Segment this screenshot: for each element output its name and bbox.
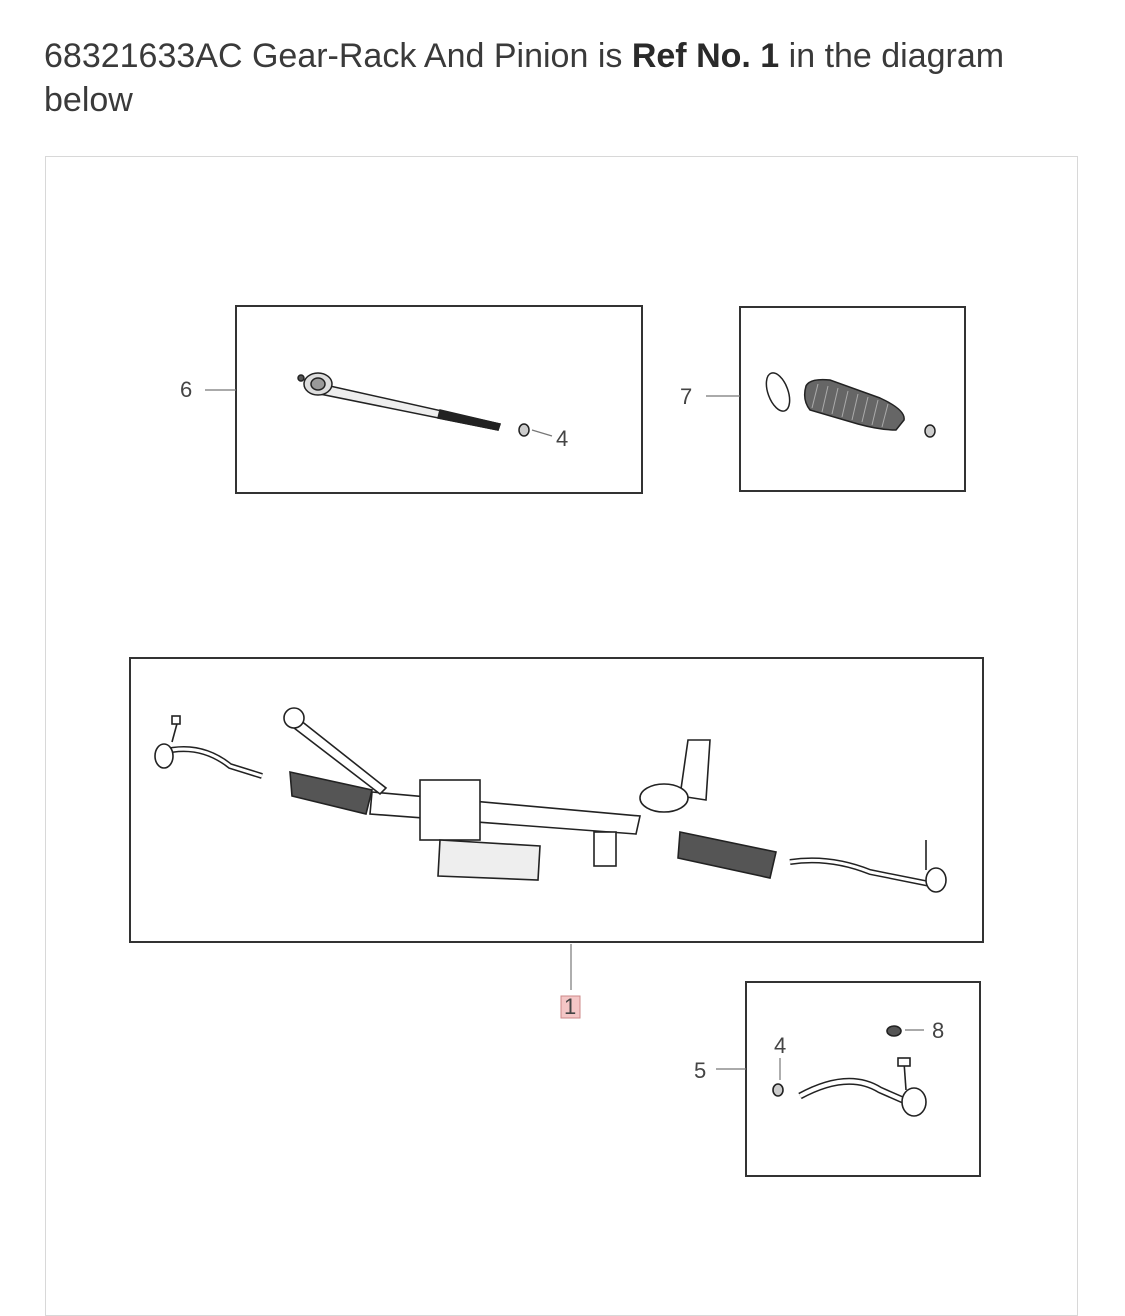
headline-connector: is (597, 37, 623, 75)
callout-5: 5 (694, 1058, 707, 1083)
callout-8: 8 (932, 1018, 945, 1043)
inner-tie-rod-illustration (298, 373, 529, 436)
rack-and-pinion-illustration (155, 708, 946, 892)
ref-label: Ref No. 1 (631, 37, 780, 75)
callout-1[interactable]: 1 (564, 994, 577, 1019)
part-number: 68321633AC (44, 37, 243, 75)
headline-suffix: in the diagram below (44, 37, 1005, 119)
outer-tie-rod-illustration (773, 1026, 926, 1116)
callout-6: 6 (180, 377, 193, 402)
boot-kit-illustration (762, 370, 935, 437)
callout-4-bottom: 4 (774, 1033, 787, 1058)
part-name: Gear-Rack And Pinion (251, 37, 589, 75)
rack-and-pinion-box[interactable] (130, 658, 983, 942)
callout-4-top: 4 (556, 426, 569, 451)
callout-7: 7 (680, 384, 693, 409)
leader-4-top (532, 430, 552, 436)
inner-tie-rod-box (236, 306, 642, 493)
outer-tie-rod-box (746, 982, 980, 1176)
